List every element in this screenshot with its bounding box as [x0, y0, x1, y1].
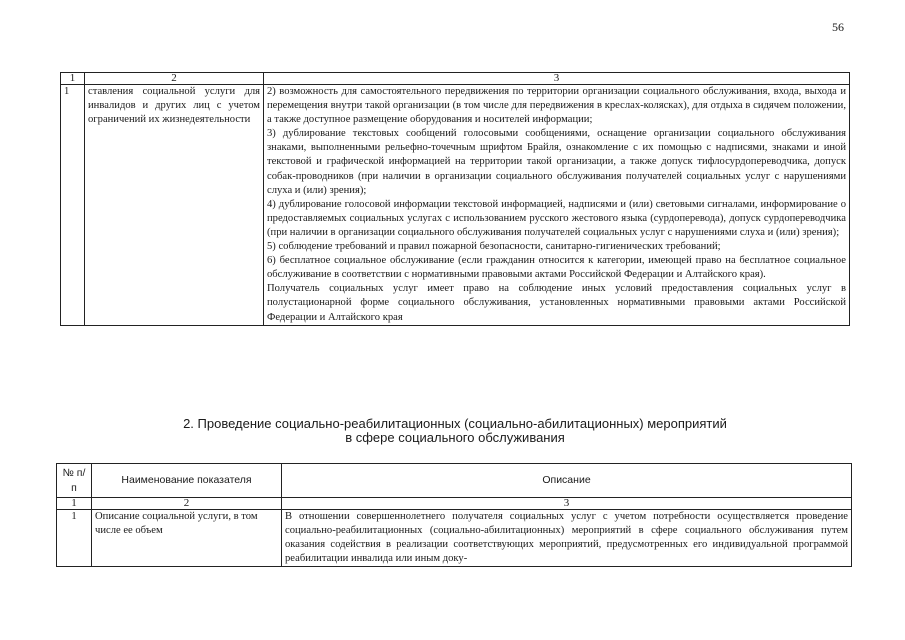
header-number: № п/п: [57, 464, 92, 498]
paragraph-2: 2) возможность для самостоятельного передвижения по территории организации социального обслуживания, входа, выхода и перемещения внутри такой организации (в том числе для передвижения в креслах-колясках), для отдыха в сидячем положении, а также доступное размещение оборудования и носителей информации;: [267, 86, 846, 126]
header-indicator-name: Наименование показателя: [92, 464, 282, 498]
col-number-2: 2: [92, 498, 282, 510]
indicator-name: ставления социальной услуги для инвалидов и других лиц с учетом ограничений их жизнедеятельности: [85, 85, 264, 326]
row-number: 1: [61, 85, 85, 326]
header-description: Описание: [282, 464, 852, 498]
col-number-2: 2: [85, 73, 264, 85]
paragraph-6: 6) бесплатное социальное обслуживание (если гражданин относится к категории, имеющей право на бесплатное социальное обслуживание в соответствии с нормативными правовыми актами Российской Федерации и Алтайского края).: [267, 255, 846, 281]
paragraph-3: 3) дублирование текстовых сообщений голосовыми сообщениями, оснащение организации социального обслуживания знаками, выполненными рельефно-точечным шрифтом Брайля, ознакомление с их помощью с надписями, знаками и иной текстовой и графической информацией на территории такой организации, а также допуск тифлосурдопереводчика, допуск собак-проводников (при наличии в организации социального обслуживания получателей социальных услуг с нарушениями слуха и (или) зрения);: [267, 128, 846, 196]
table-row: [57, 510, 852, 567]
col-number-1: 1: [61, 73, 85, 85]
paragraph-4: 4) дублирование голосовой информации текстовой информацией, надписями и (или) световыми сигналами, информирование о предоставляемых социальных услугах с использованием русского жестового языка (сурдоперевода), допуск сурдопереводчика (при наличии в организации социального обслуживания получателей социальных услуг с нарушениями слуха и (или) зрения);: [267, 198, 846, 238]
rehabilitation-table: [56, 463, 852, 567]
section-title-line-2: в сфере социального обслуживания: [345, 430, 565, 445]
paragraph-closing: Получатель социальных услуг имеет право на соблюдение иных условий предоставления социальных услуг в полустационарной форме социального обслуживания, установленных нормативными правовыми актами Российской Федерации и Алтайского края: [267, 283, 846, 323]
description-cell: В отношении совершеннолетнего получателя социальных услуг с учетом потребности осуществляется проведение социально-реабилитационных (социально-абилитационных) мероприятий в сфере социального обслуживания путем оказания содействия в реализации соответствующих мероприятий, предусмотренных его индивидуальной программой реабилитации инвалида или иным доку-: [282, 510, 852, 567]
table-row: [61, 85, 850, 326]
indicator-name: Описание социальной услуги, в том числе ее объем: [92, 510, 282, 567]
section-title-line-1: 2. Проведение социально-реабилитационных (социально-абилитационных) мероприятий: [183, 416, 727, 431]
table-number-row: [57, 498, 852, 510]
paragraph-5: 5) соблюдение требований и правил пожарной безопасности, санитарно-гигиенических требований;: [267, 241, 721, 253]
col-number-3: 3: [282, 498, 852, 510]
table-header-row: [57, 464, 852, 498]
row-number: 1: [57, 510, 92, 567]
table-number-row: [61, 73, 850, 85]
col-number-1: 1: [57, 498, 92, 510]
section-title: [60, 417, 850, 445]
col-number-3: 3: [264, 73, 850, 85]
conditions-table: [60, 72, 850, 326]
description-cell: [264, 85, 850, 326]
page-number: 56: [832, 20, 844, 34]
